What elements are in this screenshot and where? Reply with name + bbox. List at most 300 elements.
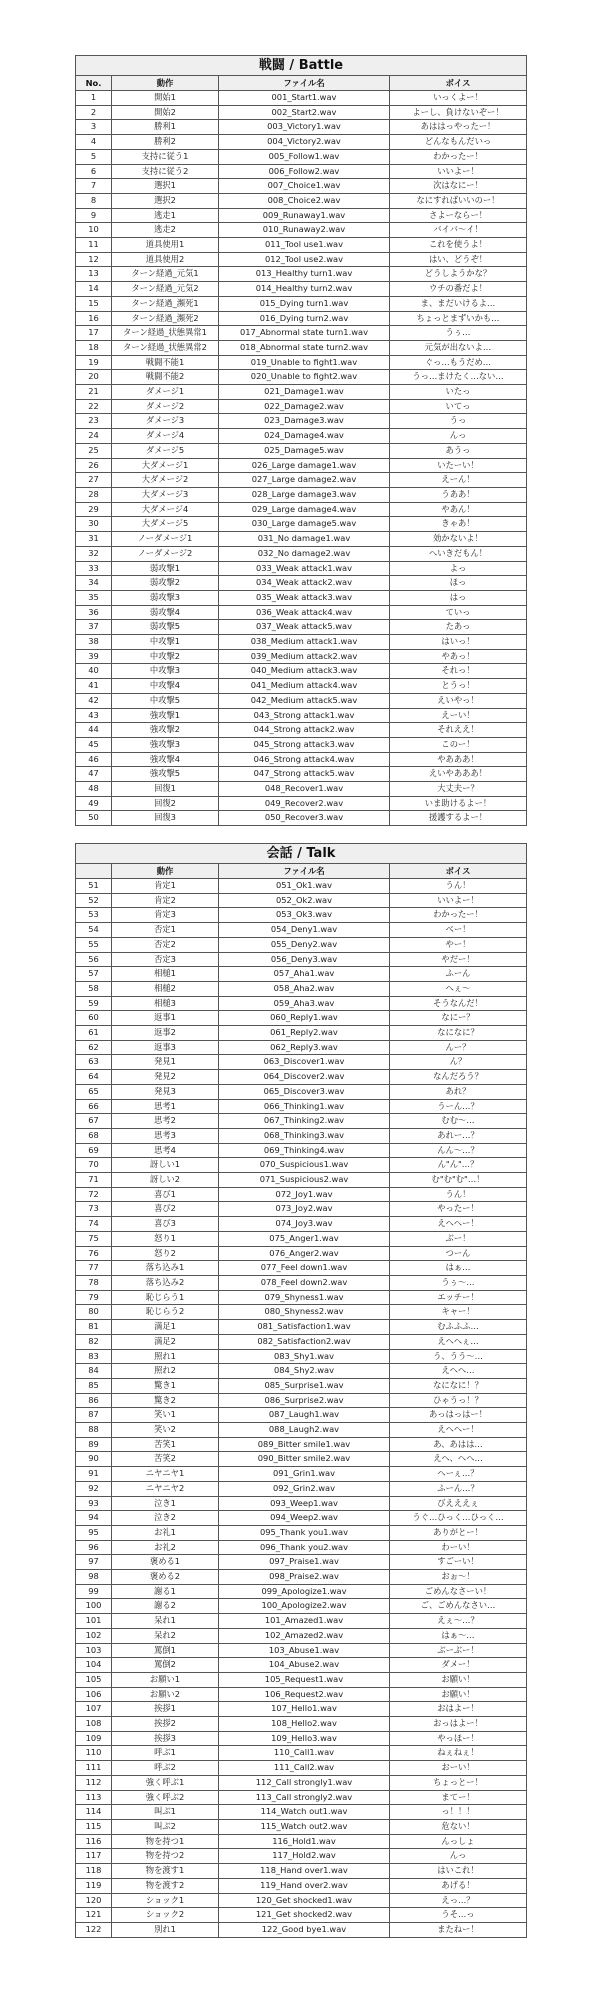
cell-voice: 危ない！ [390, 1820, 527, 1835]
cell-voice: やあん！ [390, 502, 527, 517]
cell-file: 104_Abuse2.wav [219, 1658, 390, 1673]
cell-file: 020_Unable to fight2.wav [219, 370, 390, 385]
table-row [76, 1452, 527, 1467]
cell-voice: いま助けるよー！ [390, 796, 527, 811]
cell-no: 84 [76, 1364, 112, 1379]
table-row [76, 1687, 527, 1702]
table-row [76, 811, 527, 826]
cell-action: ダメージ3 [112, 414, 219, 429]
table-row [76, 908, 527, 923]
cell-no: 114 [76, 1805, 112, 1820]
cell-no: 52 [76, 893, 112, 908]
cell-action: ショック2 [112, 1908, 219, 1923]
table-row [76, 1540, 527, 1555]
cell-file: 011_Tool use1.wav [219, 238, 390, 253]
table-row [76, 120, 527, 135]
table-row [76, 487, 527, 502]
cell-voice: うっ…まけたく…ない… [390, 370, 527, 385]
cell-file: 073_Joy2.wav [219, 1202, 390, 1217]
cell-file: 002_Start2.wav [219, 105, 390, 120]
table-row [76, 635, 527, 650]
cell-voice: びえええぇ [390, 1496, 527, 1511]
cell-action: お礼1 [112, 1525, 219, 1540]
cell-voice: ん"ん"…？ [390, 1158, 527, 1173]
table-row [76, 1878, 527, 1893]
table-row [76, 1275, 527, 1290]
cell-action: 弱攻撃3 [112, 590, 219, 605]
cell-file: 086_Surprise2.wav [219, 1393, 390, 1408]
cell-file: 105_Request1.wav [219, 1672, 390, 1687]
table-row [76, 1290, 527, 1305]
cell-file: 088_Laugh2.wav [219, 1423, 390, 1438]
cell-no: 90 [76, 1452, 112, 1467]
cell-voice: なんだろう？ [390, 1070, 527, 1085]
cell-action: 喜び1 [112, 1187, 219, 1202]
cell-voice: おっはよー！ [390, 1717, 527, 1732]
cell-voice: ダメー！ [390, 1658, 527, 1673]
table-row [76, 1320, 527, 1335]
cell-voice: ていっ [390, 605, 527, 620]
table-row [76, 1481, 527, 1496]
cell-file: 006_Follow2.wav [219, 164, 390, 179]
table-row [76, 1158, 527, 1173]
table-row [76, 517, 527, 532]
cell-no: 110 [76, 1746, 112, 1761]
cell-no: 44 [76, 723, 112, 738]
cell-no: 93 [76, 1496, 112, 1511]
cell-no: 108 [76, 1717, 112, 1732]
cell-no: 36 [76, 605, 112, 620]
cell-action: 喜び2 [112, 1202, 219, 1217]
table-row [76, 605, 527, 620]
cell-file: 068_Thinking3.wav [219, 1128, 390, 1143]
cell-no: 121 [76, 1908, 112, 1923]
table-row [76, 1599, 527, 1614]
cell-voice: えーい！ [390, 708, 527, 723]
cell-no: 20 [76, 370, 112, 385]
cell-no: 22 [76, 399, 112, 414]
cell-file: 094_Weep2.wav [219, 1511, 390, 1526]
cell-file: 103_Abuse1.wav [219, 1643, 390, 1658]
cell-action: 返事3 [112, 1040, 219, 1055]
header-row [76, 76, 527, 91]
cell-action: 落ち込み1 [112, 1261, 219, 1276]
cell-action: ターン経過_元気2 [112, 282, 219, 297]
cell-action: お願い2 [112, 1687, 219, 1702]
cell-action: 大ダメージ2 [112, 473, 219, 488]
cell-action: 開始2 [112, 105, 219, 120]
cell-action: 弱攻撃4 [112, 605, 219, 620]
cell-no: 81 [76, 1320, 112, 1335]
cell-no: 82 [76, 1334, 112, 1349]
cell-no: 67 [76, 1114, 112, 1129]
cell-action: ターン経過_状態異常2 [112, 340, 219, 355]
table-row [76, 1761, 527, 1776]
cell-voice: おはよー！ [390, 1702, 527, 1717]
cell-no: 62 [76, 1040, 112, 1055]
cell-file: 118_Hand over1.wav [219, 1864, 390, 1879]
table-row [76, 399, 527, 414]
cell-action: 喜び3 [112, 1217, 219, 1232]
cell-voice: いっくよー！ [390, 91, 527, 106]
cell-no: 112 [76, 1775, 112, 1790]
cell-action: 挨拶2 [112, 1717, 219, 1732]
cell-action: 訝しい2 [112, 1173, 219, 1188]
table-row [76, 1378, 527, 1393]
cell-file: 072_Joy1.wav [219, 1187, 390, 1202]
cell-no: 31 [76, 532, 112, 547]
cell-file: 027_Large damage2.wav [219, 473, 390, 488]
table-row [76, 1820, 527, 1835]
table-row [76, 782, 527, 797]
cell-voice: あうっ [390, 443, 527, 458]
table-row [76, 693, 527, 708]
cell-no: 88 [76, 1423, 112, 1438]
cell-action: 相槌2 [112, 981, 219, 996]
table-row [76, 981, 527, 996]
cell-action: ニヤニヤ2 [112, 1481, 219, 1496]
table-row [76, 458, 527, 473]
table-row [76, 737, 527, 752]
cell-no: 38 [76, 635, 112, 650]
cell-voice: やあああ！ [390, 752, 527, 767]
cell-no: 24 [76, 429, 112, 444]
cell-action: 支持に従う1 [112, 149, 219, 164]
table-row [76, 546, 527, 561]
cell-file: 090_Bitter smile2.wav [219, 1452, 390, 1467]
cell-file: 017_Abnormal state turn1.wav [219, 326, 390, 341]
cell-no: 118 [76, 1864, 112, 1879]
cell-file: 023_Damage3.wav [219, 414, 390, 429]
cell-file: 025_Damage5.wav [219, 443, 390, 458]
table-row [76, 473, 527, 488]
table-row [76, 1202, 527, 1217]
table-row [76, 664, 527, 679]
cell-voice: えへへー！ [390, 1423, 527, 1438]
cell-no: 32 [76, 546, 112, 561]
cell-voice: うん！ [390, 1187, 527, 1202]
cell-no: 49 [76, 796, 112, 811]
table-row [76, 311, 527, 326]
cell-action: 中攻撃5 [112, 693, 219, 708]
table-row [76, 135, 527, 150]
cell-file: 036_Weak attack4.wav [219, 605, 390, 620]
cell-voice: たあっ [390, 620, 527, 635]
cell-file: 107_Hello1.wav [219, 1702, 390, 1717]
cell-voice: 元気が出ないよ… [390, 340, 527, 355]
cell-file: 067_Thinking2.wav [219, 1114, 390, 1129]
cell-no: 21 [76, 385, 112, 400]
column-header-voice: ボイス [390, 76, 527, 91]
cell-no: 56 [76, 952, 112, 967]
cell-no: 1 [76, 91, 112, 106]
cell-voice: 大丈夫ー？ [390, 782, 527, 797]
cell-voice: えーん！ [390, 473, 527, 488]
cell-action: 相槌3 [112, 996, 219, 1011]
cell-action: 叫ぶ2 [112, 1820, 219, 1835]
cell-voice: ま、まだいけるよ… [390, 296, 527, 311]
cell-voice: お願い！ [390, 1687, 527, 1702]
table-row [76, 1731, 527, 1746]
table-row [76, 193, 527, 208]
cell-no: 41 [76, 679, 112, 694]
table-row [76, 326, 527, 341]
table-title: 会話 / Talk [76, 844, 527, 864]
cell-action: 中攻撃4 [112, 679, 219, 694]
cell-file: 079_Shyness1.wav [219, 1290, 390, 1305]
cell-file: 097_Praise1.wav [219, 1555, 390, 1570]
cell-voice: やったー！ [390, 1202, 527, 1217]
cell-no: 104 [76, 1658, 112, 1673]
cell-action: 思考3 [112, 1128, 219, 1143]
cell-no: 17 [76, 326, 112, 341]
table-row [76, 1261, 527, 1276]
cell-file: 102_Amazed2.wav [219, 1628, 390, 1643]
cell-action: 苦笑2 [112, 1452, 219, 1467]
cell-voice: いてっ [390, 399, 527, 414]
cell-action: 中攻撃1 [112, 635, 219, 650]
cell-no: 100 [76, 1599, 112, 1614]
cell-voice: えへへ… [390, 1364, 527, 1379]
cell-no: 4 [76, 135, 112, 150]
table-row [76, 223, 527, 238]
cell-file: 021_Damage1.wav [219, 385, 390, 400]
table-row [76, 340, 527, 355]
cell-no: 7 [76, 179, 112, 194]
table-row [76, 576, 527, 591]
cell-file: 070_Suspicious1.wav [219, 1158, 390, 1173]
cell-file: 015_Dying turn1.wav [219, 296, 390, 311]
cell-action: 中攻撃3 [112, 664, 219, 679]
cell-file: 111_Call2.wav [219, 1761, 390, 1776]
cell-file: 110_Call1.wav [219, 1746, 390, 1761]
cell-file: 113_Call strongly2.wav [219, 1790, 390, 1805]
cell-file: 065_Discover3.wav [219, 1084, 390, 1099]
cell-action: 肯定3 [112, 908, 219, 923]
cell-action: 呼ぶ2 [112, 1761, 219, 1776]
cell-voice: なにすればいいのー！ [390, 193, 527, 208]
cell-action: 強攻撃3 [112, 737, 219, 752]
column-header-no: No. [76, 76, 112, 91]
cell-file: 076_Anger2.wav [219, 1246, 390, 1261]
column-header-action: 動作 [112, 864, 219, 879]
cell-action: お礼2 [112, 1540, 219, 1555]
cell-file: 108_Hello2.wav [219, 1717, 390, 1732]
cell-action: 中攻撃2 [112, 649, 219, 664]
cell-action: 思考2 [112, 1114, 219, 1129]
cell-file: 024_Damage4.wav [219, 429, 390, 444]
cell-action: 泣き2 [112, 1511, 219, 1526]
cell-no: 106 [76, 1687, 112, 1702]
cell-voice: わかったー！ [390, 149, 527, 164]
cell-action: 発見2 [112, 1070, 219, 1085]
cell-voice: ほっ [390, 576, 527, 591]
cell-voice: うぅ… [390, 326, 527, 341]
cell-voice: んー？ [390, 1040, 527, 1055]
cell-no: 14 [76, 282, 112, 297]
cell-no: 94 [76, 1511, 112, 1526]
cell-no: 51 [76, 879, 112, 894]
cell-voice: それええ！ [390, 723, 527, 738]
cell-action: 戦闘不能1 [112, 355, 219, 370]
cell-file: 089_Bitter smile1.wav [219, 1437, 390, 1452]
table-row [76, 1055, 527, 1070]
table-row [76, 532, 527, 547]
cell-voice: ありがとー！ [390, 1525, 527, 1540]
cell-voice: はいっ！ [390, 635, 527, 650]
cell-no: 58 [76, 981, 112, 996]
cell-action: 開始1 [112, 91, 219, 106]
cell-voice: ぶーぶー！ [390, 1643, 527, 1658]
cell-file: 030_Large damage5.wav [219, 517, 390, 532]
table-row [76, 708, 527, 723]
cell-no: 53 [76, 908, 112, 923]
table-row [76, 752, 527, 767]
cell-file: 005_Follow1.wav [219, 149, 390, 164]
cell-file: 092_Grin2.wav [219, 1481, 390, 1496]
cell-action: 満足2 [112, 1334, 219, 1349]
cell-file: 043_Strong attack1.wav [219, 708, 390, 723]
cell-action: ターン経過_瀕死2 [112, 311, 219, 326]
cell-action: ターン経過_瀕死1 [112, 296, 219, 311]
table-row [76, 296, 527, 311]
cell-file: 098_Praise2.wav [219, 1570, 390, 1585]
table-row [76, 1246, 527, 1261]
cell-no: 23 [76, 414, 112, 429]
cell-no: 5 [76, 149, 112, 164]
cell-action: 強攻撃2 [112, 723, 219, 738]
cell-action: 強く呼ぶ2 [112, 1790, 219, 1805]
cell-no: 34 [76, 576, 112, 591]
cell-action: 勝利2 [112, 135, 219, 150]
cell-no: 111 [76, 1761, 112, 1776]
cell-action: 強攻撃1 [112, 708, 219, 723]
cell-no: 40 [76, 664, 112, 679]
cell-action: 否定1 [112, 923, 219, 938]
cell-action: 戦闘不能2 [112, 370, 219, 385]
cell-no: 101 [76, 1614, 112, 1629]
cell-file: 084_Shy2.wav [219, 1364, 390, 1379]
cell-action: 相槌1 [112, 967, 219, 982]
cell-voice: ぶー！ [390, 1231, 527, 1246]
talk-voice-table [75, 843, 527, 1938]
column-header-action: 動作 [112, 76, 219, 91]
cell-action: 訝しい1 [112, 1158, 219, 1173]
cell-voice: んっ [390, 1849, 527, 1864]
cell-file: 062_Reply3.wav [219, 1040, 390, 1055]
cell-voice: このー！ [390, 737, 527, 752]
table-row [76, 620, 527, 635]
cell-action: 呆れ2 [112, 1628, 219, 1643]
cell-file: 057_Aha1.wav [219, 967, 390, 982]
cell-voice: どうしようかな？ [390, 267, 527, 282]
cell-voice: んん～…？ [390, 1143, 527, 1158]
cell-action: ダメージ1 [112, 385, 219, 400]
cell-voice: はっ [390, 590, 527, 605]
cell-voice: そうなんだ！ [390, 996, 527, 1011]
cell-no: 91 [76, 1467, 112, 1482]
cell-voice: えへ、へへ… [390, 1452, 527, 1467]
table-row [76, 1717, 527, 1732]
cell-action: 物を渡す1 [112, 1864, 219, 1879]
cell-action: 恥じらう1 [112, 1290, 219, 1305]
cell-file: 047_Strong attack5.wav [219, 767, 390, 782]
cell-voice: えっ…？ [390, 1893, 527, 1908]
cell-voice: きゃあ！ [390, 517, 527, 532]
cell-voice: あれー…？ [390, 1128, 527, 1143]
cell-file: 049_Recover2.wav [219, 796, 390, 811]
cell-voice: むふふふ… [390, 1320, 527, 1335]
cell-voice: よっ [390, 561, 527, 576]
cell-voice: うぅ～… [390, 1275, 527, 1290]
cell-action: 怒り1 [112, 1231, 219, 1246]
cell-no: 6 [76, 164, 112, 179]
cell-action: 回復2 [112, 796, 219, 811]
cell-file: 066_Thinking1.wav [219, 1099, 390, 1114]
table-row [76, 1349, 527, 1364]
cell-voice: ごめんなさーい！ [390, 1584, 527, 1599]
cell-no: 77 [76, 1261, 112, 1276]
cell-action: 落ち込み2 [112, 1275, 219, 1290]
cell-voice: やっほー！ [390, 1731, 527, 1746]
cell-file: 012_Tool use2.wav [219, 252, 390, 267]
cell-file: 009_Runaway1.wav [219, 208, 390, 223]
table-row [76, 893, 527, 908]
cell-action: 照れ1 [112, 1349, 219, 1364]
cell-no: 10 [76, 223, 112, 238]
cell-no: 119 [76, 1878, 112, 1893]
table-row [76, 149, 527, 164]
column-header-no [76, 864, 112, 879]
table-row [76, 1408, 527, 1423]
cell-voice: いたーい！ [390, 458, 527, 473]
cell-no: 39 [76, 649, 112, 664]
table-row [76, 1775, 527, 1790]
cell-no: 66 [76, 1099, 112, 1114]
cell-no: 3 [76, 120, 112, 135]
table-row [76, 238, 527, 253]
table-row [76, 767, 527, 782]
cell-file: 085_Surprise1.wav [219, 1378, 390, 1393]
table-row [76, 443, 527, 458]
cell-voice: いいよー！ [390, 893, 527, 908]
cell-file: 004_Victory2.wav [219, 135, 390, 150]
cell-voice: つーん [390, 1246, 527, 1261]
cell-file: 109_Hello3.wav [219, 1731, 390, 1746]
cell-voice: うーん…？ [390, 1099, 527, 1114]
cell-voice: うぐ…ひっく…ひっく… [390, 1511, 527, 1526]
cell-action: ノーダメージ2 [112, 546, 219, 561]
cell-voice: ねぇねぇ！ [390, 1746, 527, 1761]
table-row [76, 252, 527, 267]
cell-no: 76 [76, 1246, 112, 1261]
table-row [76, 1099, 527, 1114]
cell-voice: なになに！？ [390, 1378, 527, 1393]
cell-action: 物を渡す2 [112, 1878, 219, 1893]
cell-no: 103 [76, 1643, 112, 1658]
table-row [76, 879, 527, 894]
cell-action: 泣き1 [112, 1496, 219, 1511]
cell-voice: またねー！ [390, 1922, 527, 1937]
table-row [76, 1628, 527, 1643]
battle-voice-table [75, 55, 527, 826]
cell-action: ノーダメージ1 [112, 532, 219, 547]
cell-action: 驚き2 [112, 1393, 219, 1408]
cell-file: 119_Hand over2.wav [219, 1878, 390, 1893]
cell-file: 046_Strong attack4.wav [219, 752, 390, 767]
cell-file: 106_Request2.wav [219, 1687, 390, 1702]
table-row [76, 1011, 527, 1026]
